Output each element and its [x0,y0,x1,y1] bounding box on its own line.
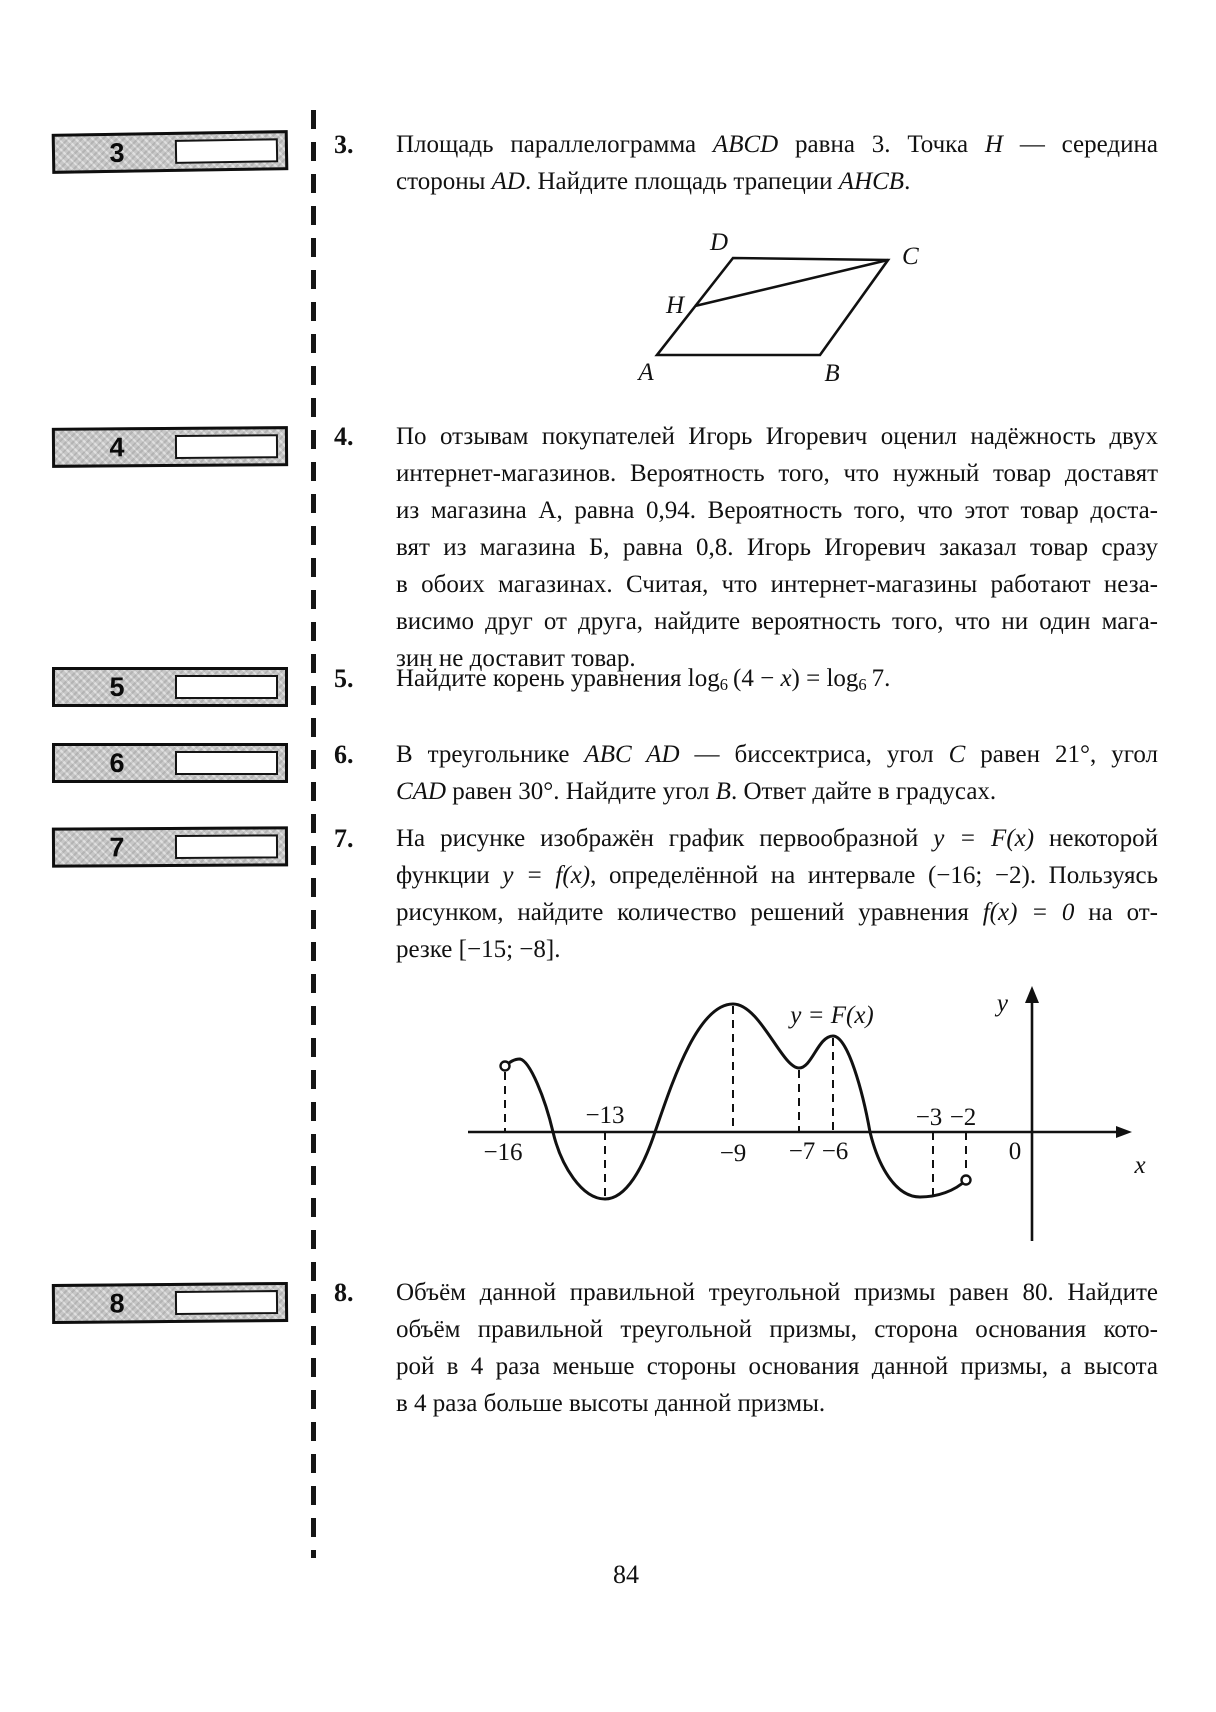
vertex-label-C: C [902,243,919,270]
answer-box-4 [52,426,288,468]
tick-label-minus13: −13 [585,1102,625,1129]
problem-8 [334,1274,1158,1422]
answer-box-number: 3 [109,137,125,168]
tick-label-zero: 0 [1008,1138,1022,1165]
problem-text: На рисунке изображён график первообразной y = F(x) некоторой функции y = f(x), определённой на интервале (−16; −2). Пользуясь рисунком, найдите количество решений уравнения f(x) = 0 на от- резке [−15; −8]. [396,825,1159,963]
separator-dashed-line [311,110,316,1558]
answer-field [175,434,278,459]
vertex-label-A: A [638,359,654,386]
answer-box-7 [52,826,288,867]
problem-number: 8. [334,1278,354,1307]
problem-number: 3. [334,130,354,159]
answer-field [175,834,278,859]
answer-box-number: 8 [109,1288,125,1319]
answer-field [175,675,278,699]
y-axis-label: y [996,990,1008,1017]
problem-3 [334,126,1158,200]
answer-box-5 [52,667,288,707]
answer-field [175,751,278,775]
tick-label-minus2: −2 [949,1104,977,1131]
vertex-label-B: B [824,360,840,387]
problem-number: 6. [334,740,354,769]
parallelogram-figure [580,218,950,388]
problem-7 [334,820,1158,968]
parallelogram-outline [657,258,888,355]
problem-number: 7. [334,824,354,853]
tick-label-minus3: −3 [915,1104,943,1131]
problem-text: По отзывам покупателей Игорь Игоревич оценил надёжность двух интернет-магазинов. Вероятность того, что нужный товар доставят из магазина А, равна 0,94. Вероятность того, что этот товар доста- вят из магазина Б, равна 0,8. Игорь Игоревич заказал товар сразу в обоих магазинах. Считая, что интернет-магазины работают неза- висимо друг от друга, найдите вероятность того, что ни один мага- зин не доставит товар. [396,423,1158,672]
tick-label-minus7: −7 [788,1138,816,1165]
problem-number: 5. [334,664,354,693]
answer-box-number: 7 [109,832,125,863]
problem-4 [334,418,1158,677]
curve-label: y = F(x) [790,1002,874,1029]
answer-field [175,138,278,164]
x-axis-arrow [1116,1126,1132,1138]
answer-box-number: 6 [109,748,125,778]
open-endpoint-left [501,1062,510,1071]
open-endpoint-right [962,1176,971,1185]
problem-text: В треугольнике ABC AD — биссектриса, угол C равен 21°, угол CAD равен 30°. Найдите угол B. Ответ дайте в градусах. [396,741,1158,805]
guide-dashes [505,1006,966,1197]
y-axis-arrow [1025,986,1039,1003]
answer-box-number: 4 [109,432,125,463]
problem-text: Объём данной правильной треугольной призмы равен 80. Найдите объём правильной треугольной призмы, сторона основания кото- рой в 4 раза меньше стороны основания данной призмы, а высота в 4 раза больше высоты данной призмы. [396,1279,1158,1417]
answer-box-3 [52,130,289,174]
problem-number: 4. [334,422,354,451]
answer-field [175,1290,278,1315]
answer-box-number: 5 [109,672,125,702]
tick-label-minus9: −9 [719,1140,747,1167]
page-number: 84 [613,1560,639,1589]
vertex-label-D: D [709,229,728,256]
problem-5 [334,660,1158,703]
problem-6 [334,736,1158,810]
problem-text: Найдите корень уравнения $\log_6 (4 - x) = \log_6 7$. [396,665,891,695]
answer-box-6 [52,743,288,783]
tick-label-minus6: −6 [821,1138,849,1165]
vertex-label-H: H [665,292,684,319]
tick-label-minus16: −16 [483,1139,523,1166]
curve-F [505,1004,966,1199]
antiderivative-graph-figure [440,983,1170,1253]
answer-box-8 [52,1282,288,1324]
problem-text: Площадь параллелограмма ABCD равна 3. Точка H — середина стороны AD. Найдите площадь трапеции AHCB. [396,131,1158,195]
x-axis-label: x [1134,1152,1146,1179]
